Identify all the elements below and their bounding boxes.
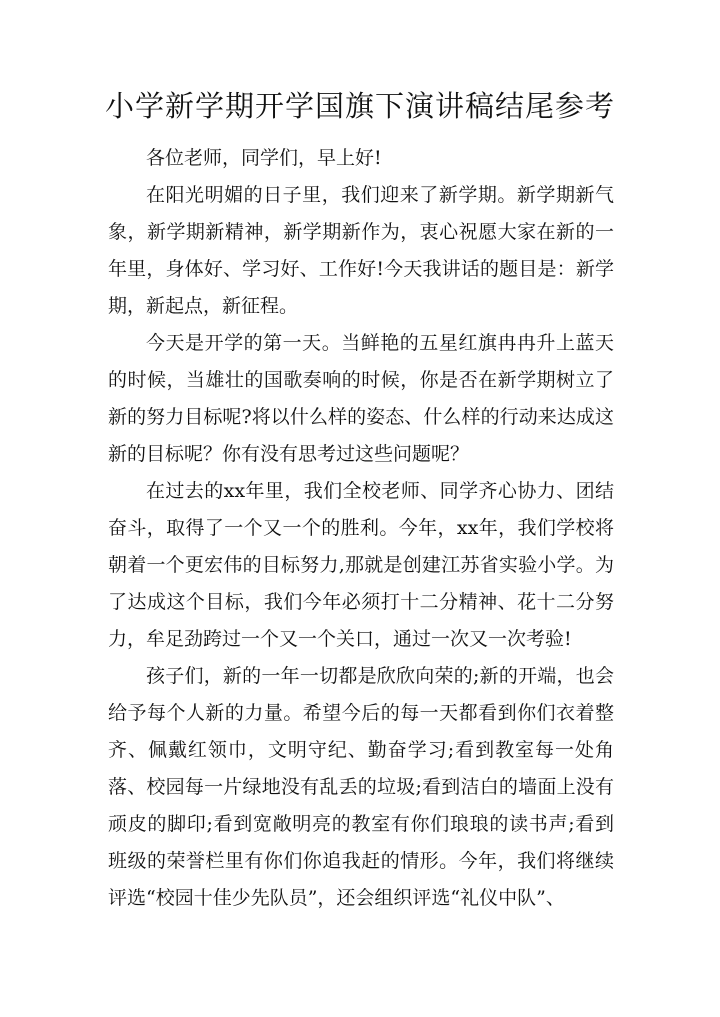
paragraph-greeting: 各位老师，同学们，早上好! xyxy=(146,147,382,169)
paragraph-children: 孩子们，新的一年一切都是欣欣向荣的;新的开端，也会给予每个人新的力量。希望今后的每一天都看到你们衣着整齐、佩戴红领巾，文明守纪、勤奋学习;看到教室每一处角落、校园每一片绿地没有乱丢的垃圾;看到洁白的墙面上没有顽皮的脚印;看到宽敞明亮的教室有你们琅琅的读书声;看到班级的荣誉栏里有你们你追我赶的情形。今年，我们将继续评选“校园十佳少先队员”，还会组织评选“礼仪中队”、 xyxy=(108,665,614,909)
document-title: 小学新学期开学国旗下演讲稿结尾参考 xyxy=(104,89,615,123)
document-body xyxy=(108,140,614,917)
paragraph-past-years: 在过去的xx年里，我们全校老师、同学齐心协力、团结奋斗，取得了一个又一个的胜利。今年，xx年，我们学校将朝着一个更宏伟的目标努力,那就是创建江苏省实验小学。为了达成这个目标，我们今年必须打十二分精神、花十二分努力，牟足劲跨过一个又一个关口，通过一次又一次考验! xyxy=(108,480,614,650)
paragraph-new-semester: 在阳光明媚的日子里，我们迎来了新学期。新学期新气象，新学期新精神，新学期新作为，衷心祝愿大家在新的一年里，身体好、学习好、工作好!今天我讲话的题目是：新学期，新起点，新征程。 xyxy=(108,184,614,317)
paragraph-first-day: 今天是开学的第一天。当鲜艳的五星红旗冉冉升上蓝天的时候，当雄壮的国歌奏响的时候，你是否在新学期树立了新的努力目标呢?将以什么样的姿态、什么样的行动来达成这新的目标呢？你有没有思考过这些问题呢？ xyxy=(108,332,614,465)
